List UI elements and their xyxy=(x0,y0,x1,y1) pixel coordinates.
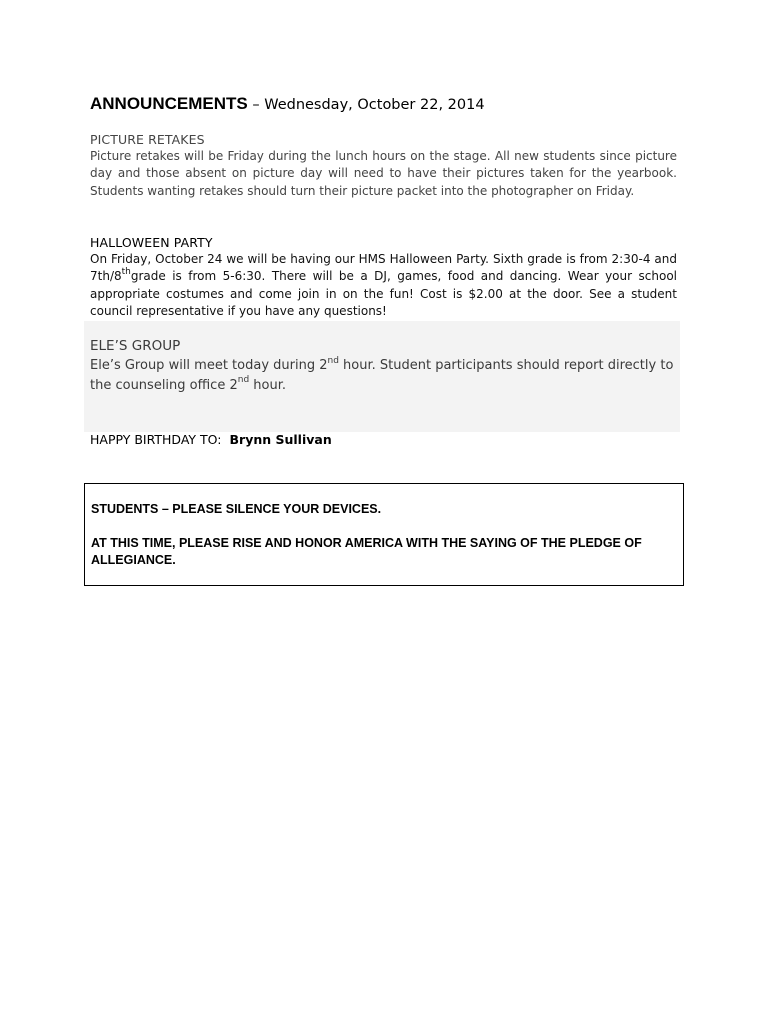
eles-body-sup2: nd xyxy=(237,375,250,386)
birthday-label: HAPPY BIRTHDAY TO: xyxy=(90,432,222,447)
title-dash: – xyxy=(247,97,265,113)
eles-group-section xyxy=(90,337,680,395)
picture-retakes-heading: PICTURE RETAKES xyxy=(90,132,205,147)
eles-body-part2: hour. Student participants should report directly to the counseling office 2 xyxy=(90,358,674,393)
birthday-line xyxy=(90,431,332,449)
picture-retakes-body: Picture retakes will be Friday during the lunch hours on the stage. All new students since picture day and those absent on picture day will need to have their pictures taken for the yearbook. Students wanting retakes should turn their picture packet into the photographer on Friday. xyxy=(90,149,677,198)
halloween-body-sup: th xyxy=(121,267,131,278)
notice-line-silence: STUDENTS – PLEASE SILENCE YOUR DEVICES. xyxy=(91,502,382,516)
picture-retakes-section xyxy=(90,131,677,200)
title-text: ANNOUNCEMENTS xyxy=(90,94,248,113)
eles-group-heading: ELE’S GROUP xyxy=(90,338,181,354)
halloween-body-part1: On Friday, October 24 we will be having our HMS Halloween Party. Sixth grade is from 2:30-4 and 7th/8 xyxy=(90,252,677,284)
halloween-party-heading: HALLOWEEN PARTY xyxy=(90,235,213,250)
eles-body-part3: hour. xyxy=(249,377,287,393)
page-title xyxy=(90,94,485,114)
halloween-party-body xyxy=(90,251,677,320)
notice-line-pledge: AT THIS TIME, PLEASE RISE AND HONOR AMERICA WITH THE SAYING OF THE PLEDGE OF ALLEGIANCE. xyxy=(91,536,642,567)
halloween-party-section xyxy=(90,234,677,320)
halloween-body-part2: grade is from 5-6:30. There will be a DJ, games, food and dancing. Wear your school appropriate costumes and come join in on the fun! Cost is $2.00 at the door. See a student council representative if you have any questions! xyxy=(90,269,677,318)
eles-body-sup1: nd xyxy=(327,355,339,366)
eles-body-part1: Ele’s Group will meet today during 2 xyxy=(90,358,328,373)
notice-box xyxy=(84,483,684,586)
birthday-name: Brynn Sullivan xyxy=(229,432,332,447)
eles-group-body xyxy=(90,356,680,395)
title-date: Wednesday, October 22, 2014 xyxy=(264,97,485,113)
